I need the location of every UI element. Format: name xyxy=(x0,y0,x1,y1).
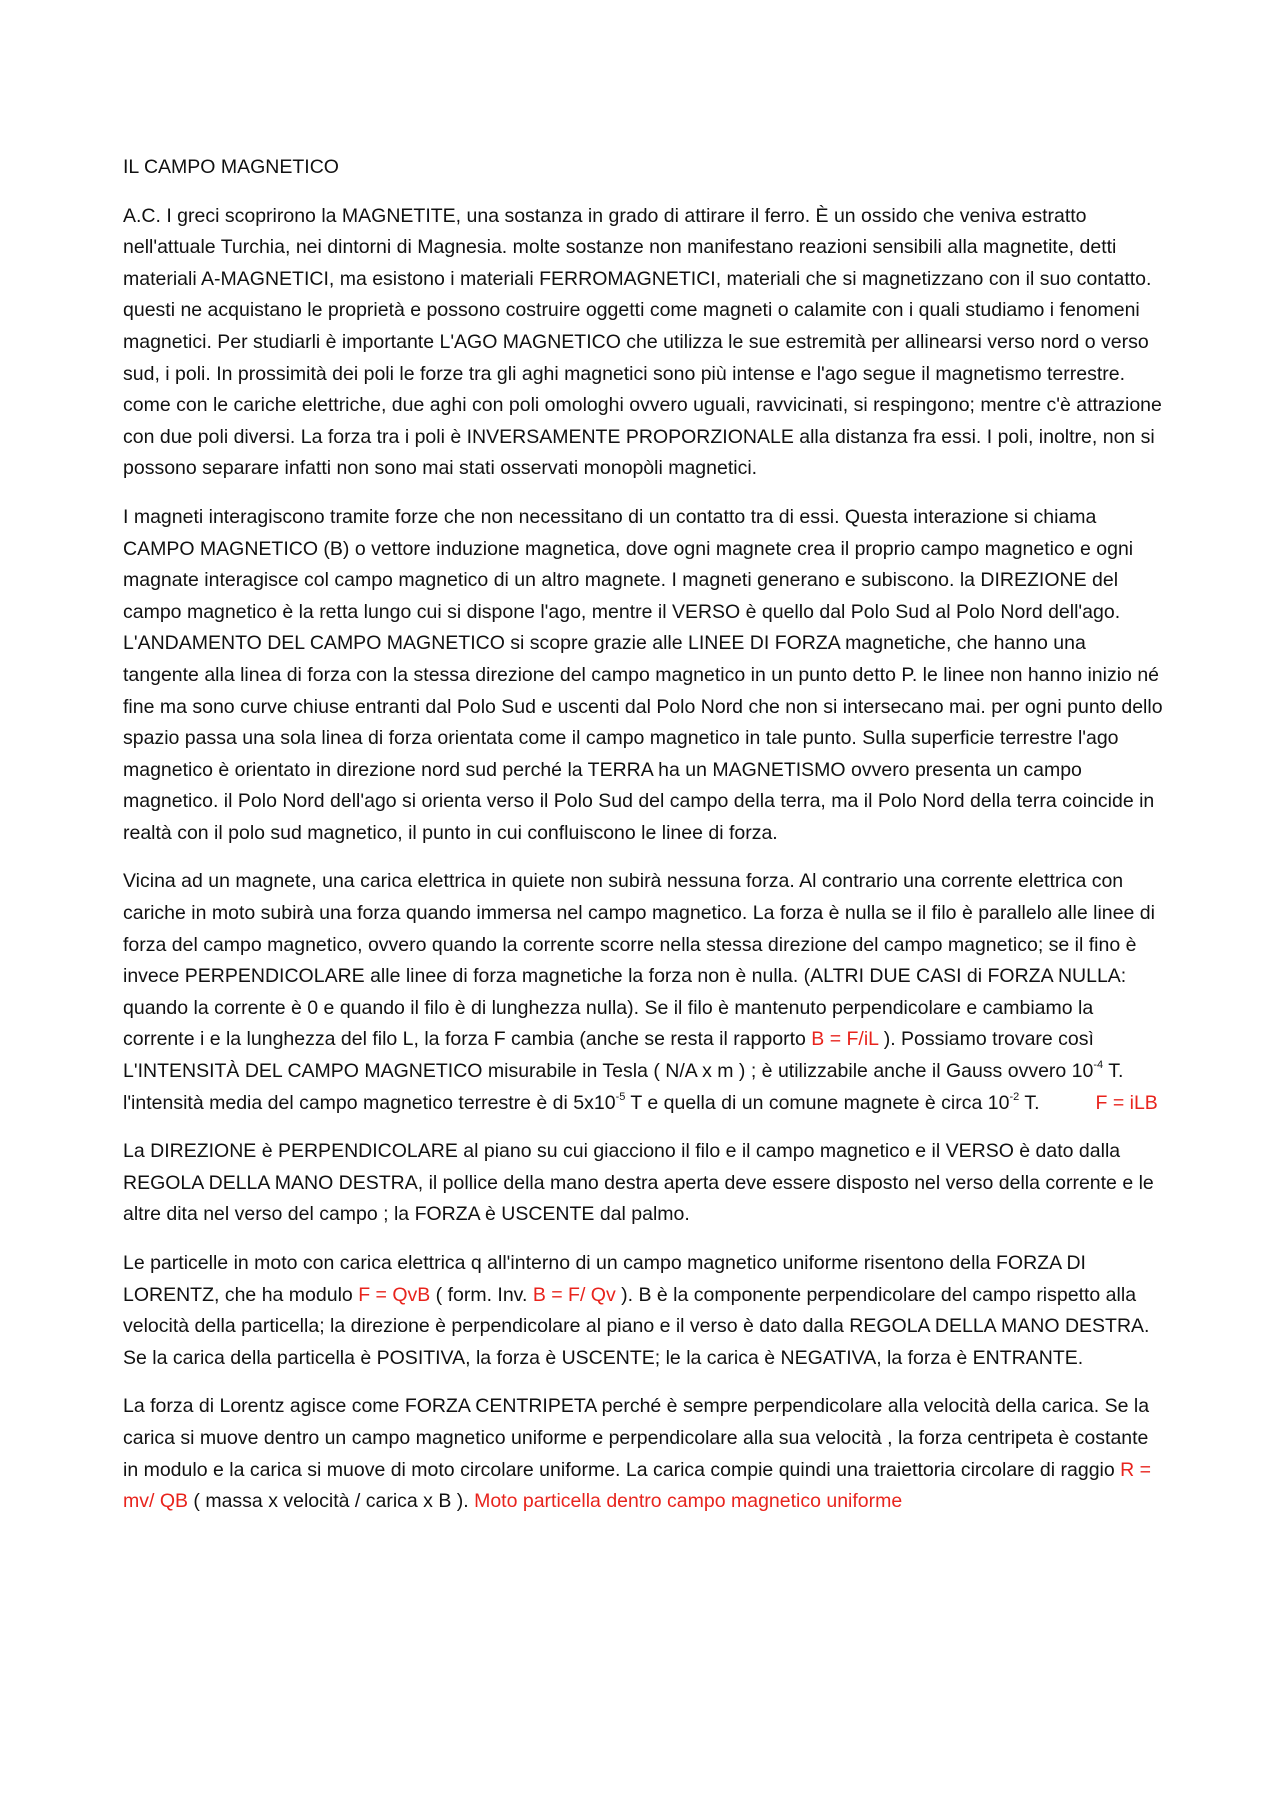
paragraph-forza-lorentz xyxy=(123,1248,1165,1374)
text-segment: ( form. Inv. xyxy=(430,1283,533,1306)
formula-f-qvb: F = QvB xyxy=(358,1283,431,1306)
text-segment: ( massa x velocità / carica x B ). xyxy=(188,1490,475,1513)
text-segment: ). B è la componente perpendicolare del campo rispetto alla velocità della particella; la direzione è perpendicolare al piano e il verso è dato dalla REGOLA DELLA MANO DESTRA. Se la carica della particella è POSITIVA, la forza è USCENTE; le la carica è NEGATIVA, la forza è ENTRANTE. xyxy=(123,1283,1150,1369)
exponent: -4 xyxy=(1093,1059,1104,1072)
formula-b-f-il: B = F/iL xyxy=(811,1028,879,1051)
text-segment: T e quella di un comune magnete è circa 10 xyxy=(625,1091,1010,1114)
text-segment: La forza di Lorentz agisce come FORZA CENTRIPETA perché è sempre perpendicolare alla velocità della carica. Se la carica si muove dentro un campo magnetico uniforme e perpendicolare alla sua velocità , la forza centripeta è costante in modulo e la carica si muove di moto circolare uniforme. La carica compie quindi una traiettoria circolare di raggio xyxy=(123,1395,1150,1481)
text-segment: T. xyxy=(1019,1091,1040,1114)
exponent: -2 xyxy=(1009,1090,1020,1103)
document-page xyxy=(123,152,1165,1535)
text-segment: Vicina ad un magnete, una carica elettrica in quiete non subirà nessuna forza. Al contrario una corrente elettrica con cariche in moto subirà una forza quando immersa nel campo magnetico. La forza è nulla se il filo è parallelo alle linee di forza del campo magnetico, ovvero quando la corrente scorre nella stessa direzione del campo magnetico; se il fino è invece PERPENDICOLARE alle linee di forza magnetiche la forza non è nulla. (ALTRI DUE CASI di FORZA NULLA: quando la corrente è 0 e quando il filo è di lunghezza nulla). Se il filo è mantenuto perpendicolare e cambiamo la corrente i e la lunghezza del filo L, la forza F cambia (anche se resta il rapporto xyxy=(123,870,1155,1051)
paragraph-intensita xyxy=(123,866,1165,1119)
text-segment: ). Possiamo trovare così L'INTENSITÀ DEL CAMPO MAGNETICO misurabile in Tesla ( N/A x m ) ; è utilizzabile anche il Gauss ovvero 10 xyxy=(123,1028,1094,1083)
paragraph-forza-centripeta xyxy=(123,1391,1165,1517)
note-moto-particella: Moto particella dentro campo magnetico uniforme xyxy=(474,1490,903,1513)
paragraph-magnetite: A.C. I greci scoprirono la MAGNETITE, una sostanza in grado di attirare il ferro. È un ossido che veniva estratto nell'attuale Turchia, nei dintorni di Magnesia. molte sostanze non manifestano reazioni sensibili alla magnetite, detti materiali A-MAGNETICI, ma esistono i materiali FERROMAGNETICI, materiali che si magnetizzano con il suo contatto. questi ne acquistano le proprietà e possono costruire oggetti come magneti o calamite con i quali studiamo i fenomeni magnetici. Per studiarli è importante L'AGO MAGNETICO che utilizza le sue estremità per allinearsi verso nord o verso sud, i poli. In prossimità dei poli le forze tra gli aghi magnetici sono più intense e l'ago segue il magnetismo terrestre. come con le cariche elettriche, due aghi con poli omologhi ovvero uguali, ravvicinati, si respingono; mentre c'è attrazione con due poli diversi. La forza tra i poli è INVERSAMENTE PROPORZIONALE alla distanza fra essi. I poli, inoltre, non si possono separare infatti non sono mai stati osservati monopòli magnetici. xyxy=(123,204,1162,480)
document-title: IL CAMPO MAGNETICO xyxy=(123,156,339,178)
formula-b-f-qv: B = F/ Qv xyxy=(532,1283,616,1306)
paragraph-regola-mano-destra: La DIREZIONE è PERPENDICOLARE al piano su cui giacciono il filo e il campo magnetico e il VERSO è dato dalla REGOLA DELLA MANO DESTRA, il pollice della mano destra aperta deve essere disposto nel verso della corrente e le altre dita nel verso del campo ; la FORZA è USCENTE dal palmo. xyxy=(123,1140,1154,1226)
paragraph-campo-magnetico: I magneti interagiscono tramite forze che non necessitano di un contatto tra di essi. Questa interazione si chiama CAMPO MAGNETICO (B) o vettore induzione magnetica, dove ogni magnete crea il proprio campo magnetico e ogni magnate interagisce col campo magnetico di un altro magnete. I magneti generano e subiscono. la DIREZIONE del campo magnetico è la retta lungo cui si dispone l'ago, mentre il VERSO è quello dal Polo Sud al Polo Nord dell'ago. L'ANDAMENTO DEL CAMPO MAGNETICO si scopre grazie alle LINEE DI FORZA magnetiche, che hanno una tangente alla linea di forza con la stessa direzione del campo magnetico in un punto detto P. le linee non hanno inizio né fine ma sono curve chiuse entranti dal Polo Sud e uscenti dal Polo Nord che non si intersecano mai. per ogni punto dello spazio passa una sola linea di forza orientata come il campo magnetico in tale punto. Sulla superficie terrestre l'ago magnetico è orientato in direzione nord sud perché la TERRA ha un MAGNETISMO ovvero presenta un campo magnetico. il Polo Nord dell'ago si orienta verso il Polo Sud del campo della terra, ma il Polo Nord della terra coincide in realtà con il polo sud magnetico, il punto in cui confluiscono le linee di forza. xyxy=(123,505,1163,844)
formula-f-ilb: F = iLB xyxy=(1095,1091,1158,1114)
text-segment: T. l'intensità media del campo magnetico terrestre è di 5x10 xyxy=(123,1060,1124,1114)
formula-r-mv-qb: R = mv/ QB xyxy=(123,1458,1152,1513)
text-segment: Le particelle in moto con carica elettrica q all'interno di un campo magnetico uniforme risentono della FORZA DI LORENTZ, che ha modulo xyxy=(123,1252,1086,1306)
exponent: -5 xyxy=(615,1090,626,1103)
